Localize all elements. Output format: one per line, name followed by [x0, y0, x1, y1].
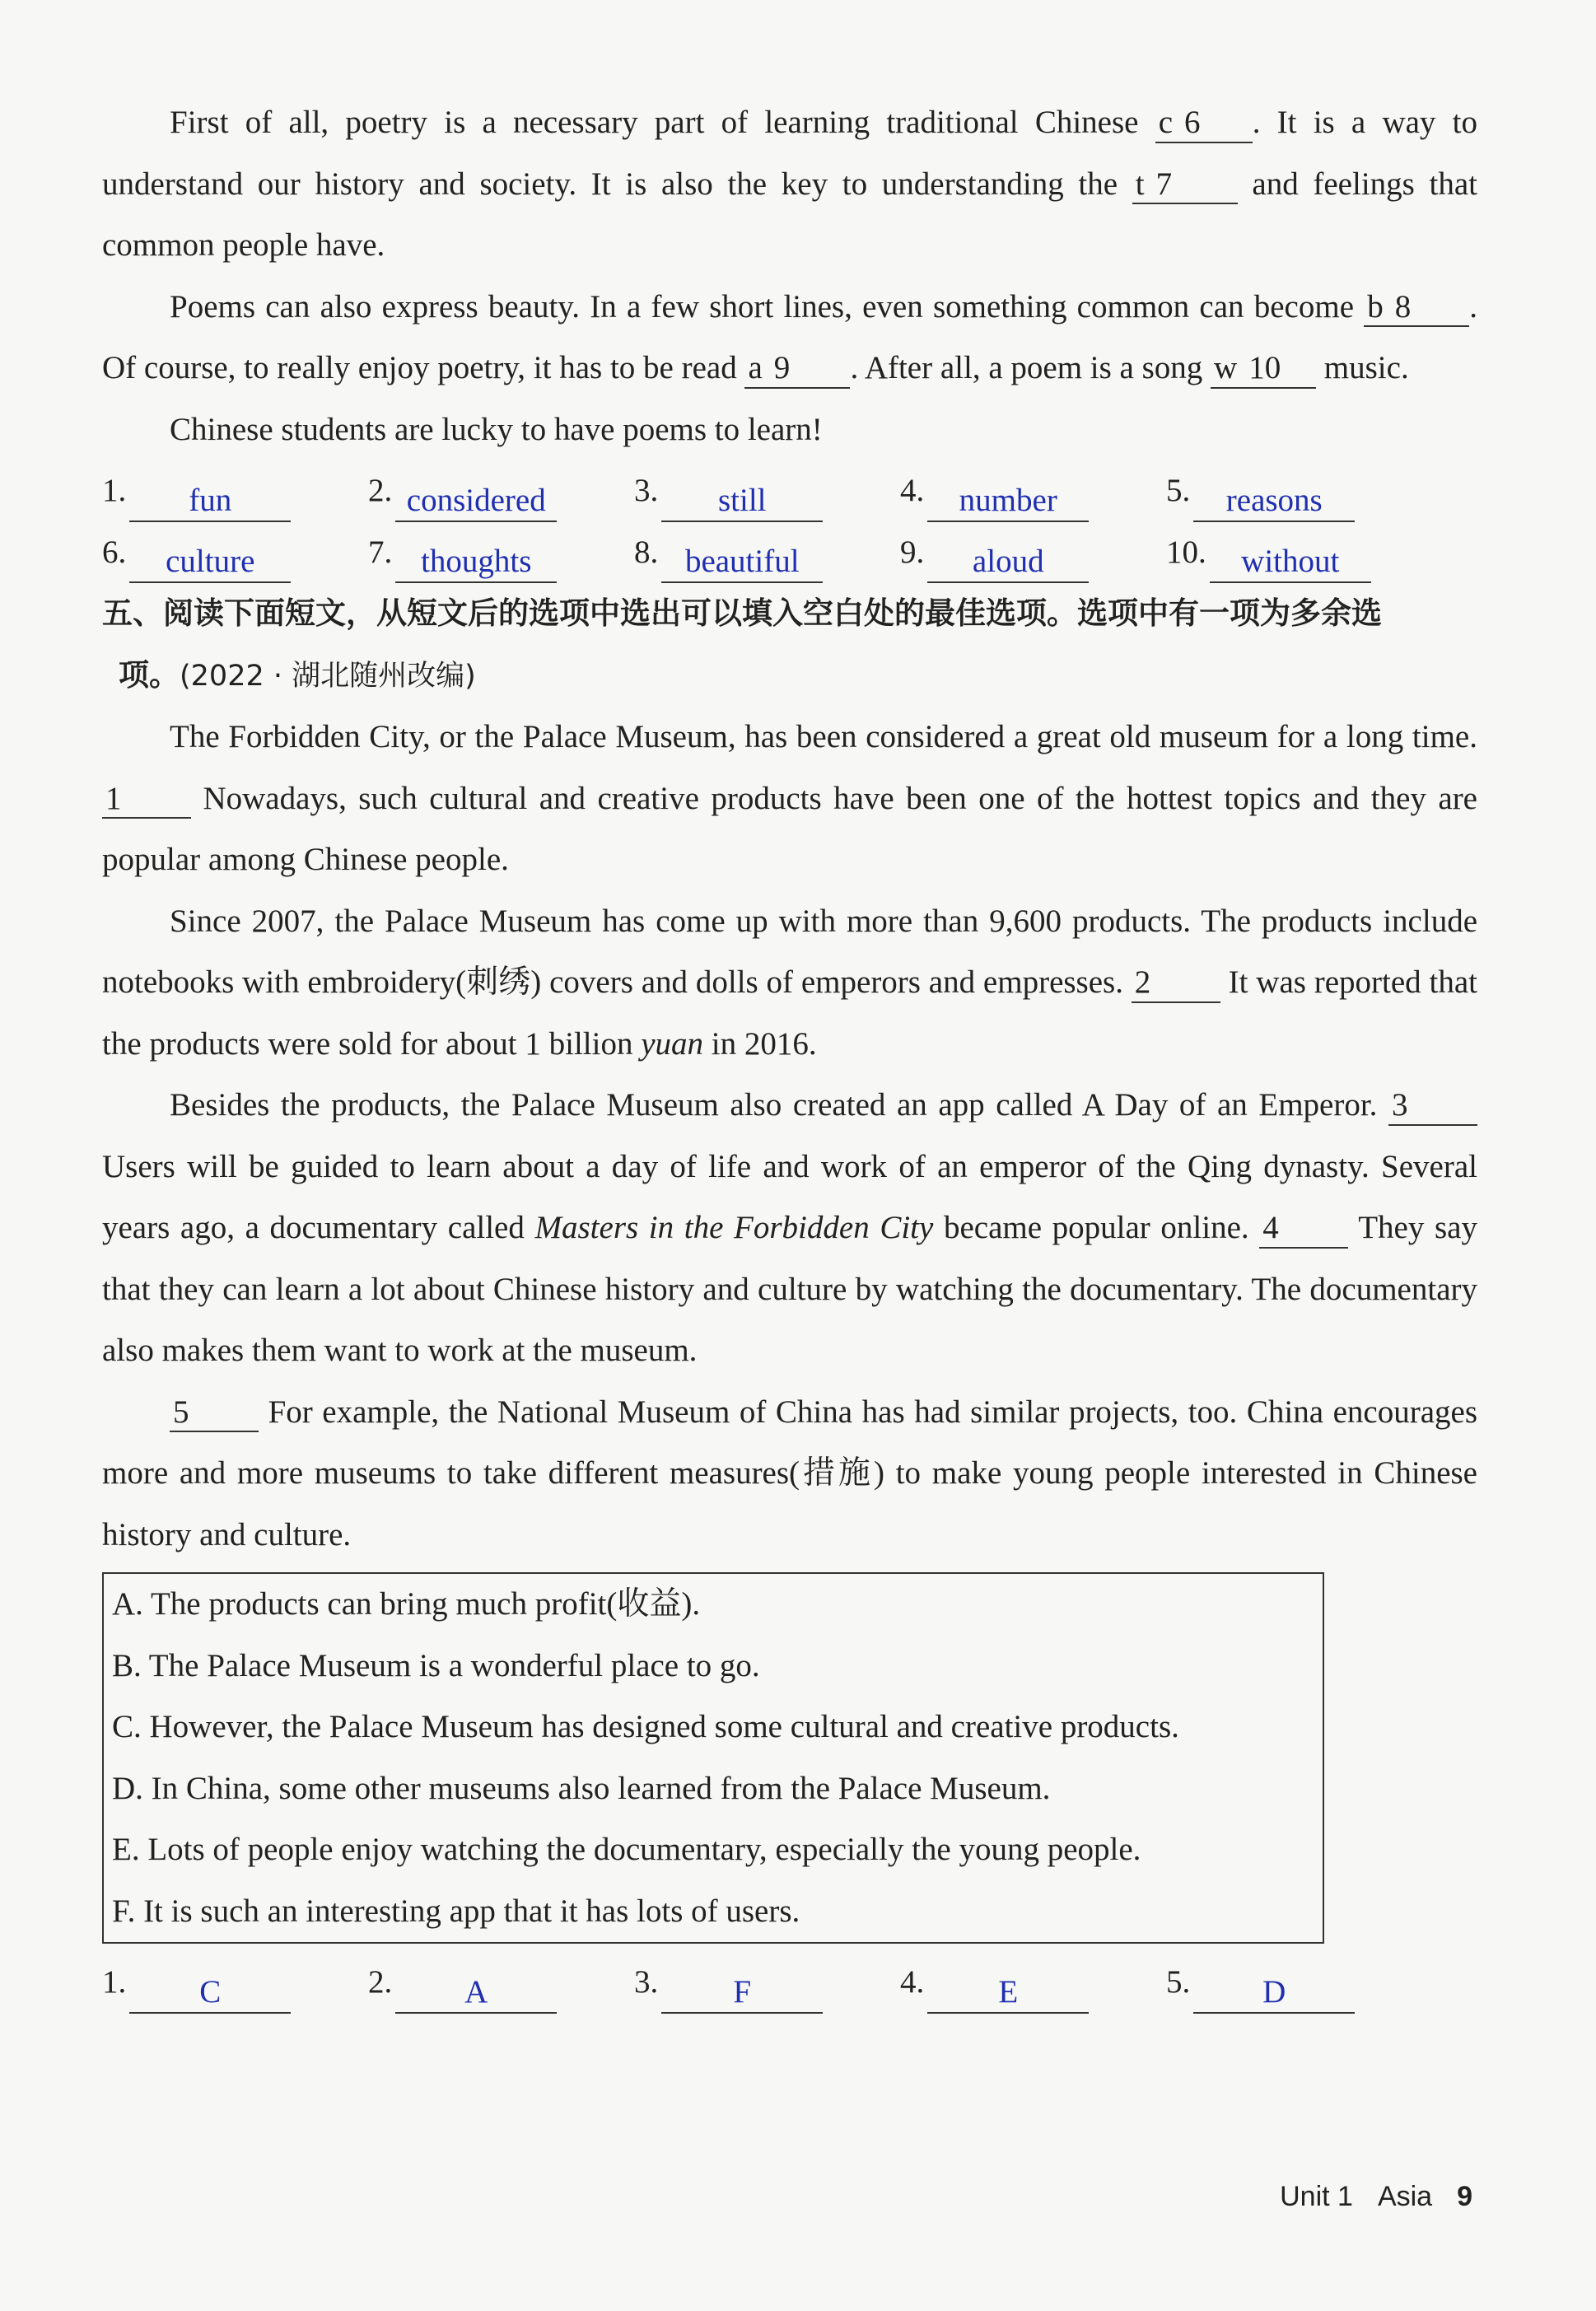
- blank-9: a 9: [744, 350, 850, 389]
- answer-item: 4. number: [900, 460, 1166, 522]
- passage2-paragraph-1: The Forbidden City, or the Palace Museum, has been considered a great old museum for a long time. 1 Nowadays, such cultural and creative products have been one of the hottest topics and they are popular among Chinese people.: [102, 719, 1477, 877]
- documentary-title: Masters in the Forbidden City: [534, 1210, 934, 1245]
- answer-value: culture: [129, 543, 291, 583]
- blank-3: 3: [1388, 1087, 1477, 1126]
- answer-item: 5. D: [1166, 1952, 1432, 2014]
- answer-item: 2. A: [368, 1952, 634, 2014]
- blank-5: 5: [170, 1394, 259, 1433]
- option-c: C. However, the Palace Museum has designed some cultural and creative products.: [112, 1709, 1179, 1744]
- option-f: F. It is such an interesting app that it has lots of users.: [112, 1893, 800, 1929]
- answer-item: 3. F: [634, 1952, 900, 2014]
- answer-value: aloud: [927, 543, 1089, 583]
- section-5-heading-cont: 项。(2022 · 湖北随州改编): [119, 656, 476, 693]
- blank-2: 2: [1132, 964, 1220, 1003]
- answer-item: 1. fun: [102, 460, 368, 522]
- answer-item: 3. still: [634, 460, 900, 522]
- answer-value: beautiful: [661, 543, 823, 583]
- answer-value: thoughts: [395, 543, 557, 583]
- answer-row-3: [102, 1952, 1477, 2014]
- passage1-paragraph-1: First of all, poetry is a necessary part of learning traditional Chinese c 6 . It is a way to understand our history and society. It is also the key to understanding the t 7 and feelings that common people have.: [102, 105, 1477, 263]
- answer-item: 5. reasons: [1166, 460, 1432, 522]
- blank-6: c 6: [1155, 105, 1253, 143]
- blank-1: 1: [102, 781, 191, 819]
- blank-10: w 10: [1211, 350, 1316, 389]
- blank-4: 4: [1259, 1210, 1348, 1249]
- option-d: D. In China, some other museums also learned from the Palace Museum.: [112, 1770, 1051, 1806]
- page-content: [102, 92, 1477, 2014]
- passage2-paragraph-2: Since 2007, the Palace Museum has come up with more than 9,600 products. The products include notebooks with embroidery(刺绣) covers and dolls of emperors and empresses. 2 It was reported that the products were sold for about 1 billion yuan in 2016.: [102, 903, 1477, 1062]
- footer-section: Asia: [1377, 2181, 1433, 2212]
- passage1-paragraph-3: Chinese students are lucky to have poems to learn!: [170, 411, 823, 447]
- answer-value: A: [395, 1973, 557, 2014]
- answer-row-2: [102, 522, 1477, 584]
- answer-value: D: [1193, 1973, 1355, 2014]
- answer-value: still: [661, 482, 823, 522]
- option-b: B. The Palace Museum is a wonderful place to go.: [112, 1647, 760, 1683]
- footer-unit: Unit 1: [1280, 2181, 1353, 2212]
- section-5-heading: 五、阅读下面短文，从短文后的选项中选出可以填入空白处的最佳选项。选项中有一项为多余选: [102, 595, 1382, 631]
- answer-value: considered: [395, 482, 557, 522]
- answer-item: 8. beautiful: [634, 522, 900, 584]
- option-e: E. Lots of people enjoy watching the documentary, especially the young people.: [112, 1832, 1141, 1867]
- answer-value: fun: [129, 482, 291, 522]
- passage1-paragraph-2: Poems can also express beauty. In a few short lines, even something common can become b 8 . Of course, to really enjoy poetry, it has to be read a 9 . After all, a poem is a song w 10 music.: [102, 277, 1477, 399]
- answer-value: F: [661, 1973, 823, 2014]
- answer-value: reasons: [1193, 482, 1355, 522]
- options-box: [102, 1572, 1324, 1944]
- answer-row-1: [102, 460, 1477, 522]
- answer-value: number: [927, 482, 1089, 522]
- section-5-source: (2022 · 湖北随州改编): [180, 659, 476, 693]
- answer-value: C: [129, 1973, 291, 2014]
- page-number: 9: [1457, 2181, 1472, 2212]
- passage2-paragraph-3: Besides the products, the Palace Museum also created an app called A Day of an Emperor. 3 Users will be guided to learn about a day of life and work of an emperor of the Qing dynasty. Several years ago, a documentary called Masters in the Forbidden City became popular online. 4 They say that they can learn a lot about Chinese history and culture by watching the documentary. The documentary also makes them want to work at the museum.: [102, 1087, 1477, 1368]
- answer-item: 7. thoughts: [368, 522, 634, 584]
- answer-item: 2. considered: [368, 460, 634, 522]
- blank-8: b 8: [1364, 289, 1469, 328]
- answer-item: 10. without: [1166, 522, 1432, 584]
- page-footer: [1280, 2181, 1472, 2213]
- option-a: A. The products can bring much profit(收益).: [112, 1586, 701, 1622]
- answer-item: 6. culture: [102, 522, 368, 584]
- answer-value: without: [1210, 543, 1371, 583]
- answer-item: 9. aloud: [900, 522, 1166, 584]
- blank-7: t 7: [1132, 166, 1238, 205]
- answer-item: 4. E: [900, 1952, 1166, 2014]
- answer-item: 1. C: [102, 1952, 368, 2014]
- passage2-paragraph-4: 5 For example, the National Museum of China has had similar projects, too. China encourages more and more museums to take different measures(措施) to make young people interested in Chinese history and culture.: [102, 1394, 1477, 1552]
- answer-value: E: [927, 1973, 1089, 2014]
